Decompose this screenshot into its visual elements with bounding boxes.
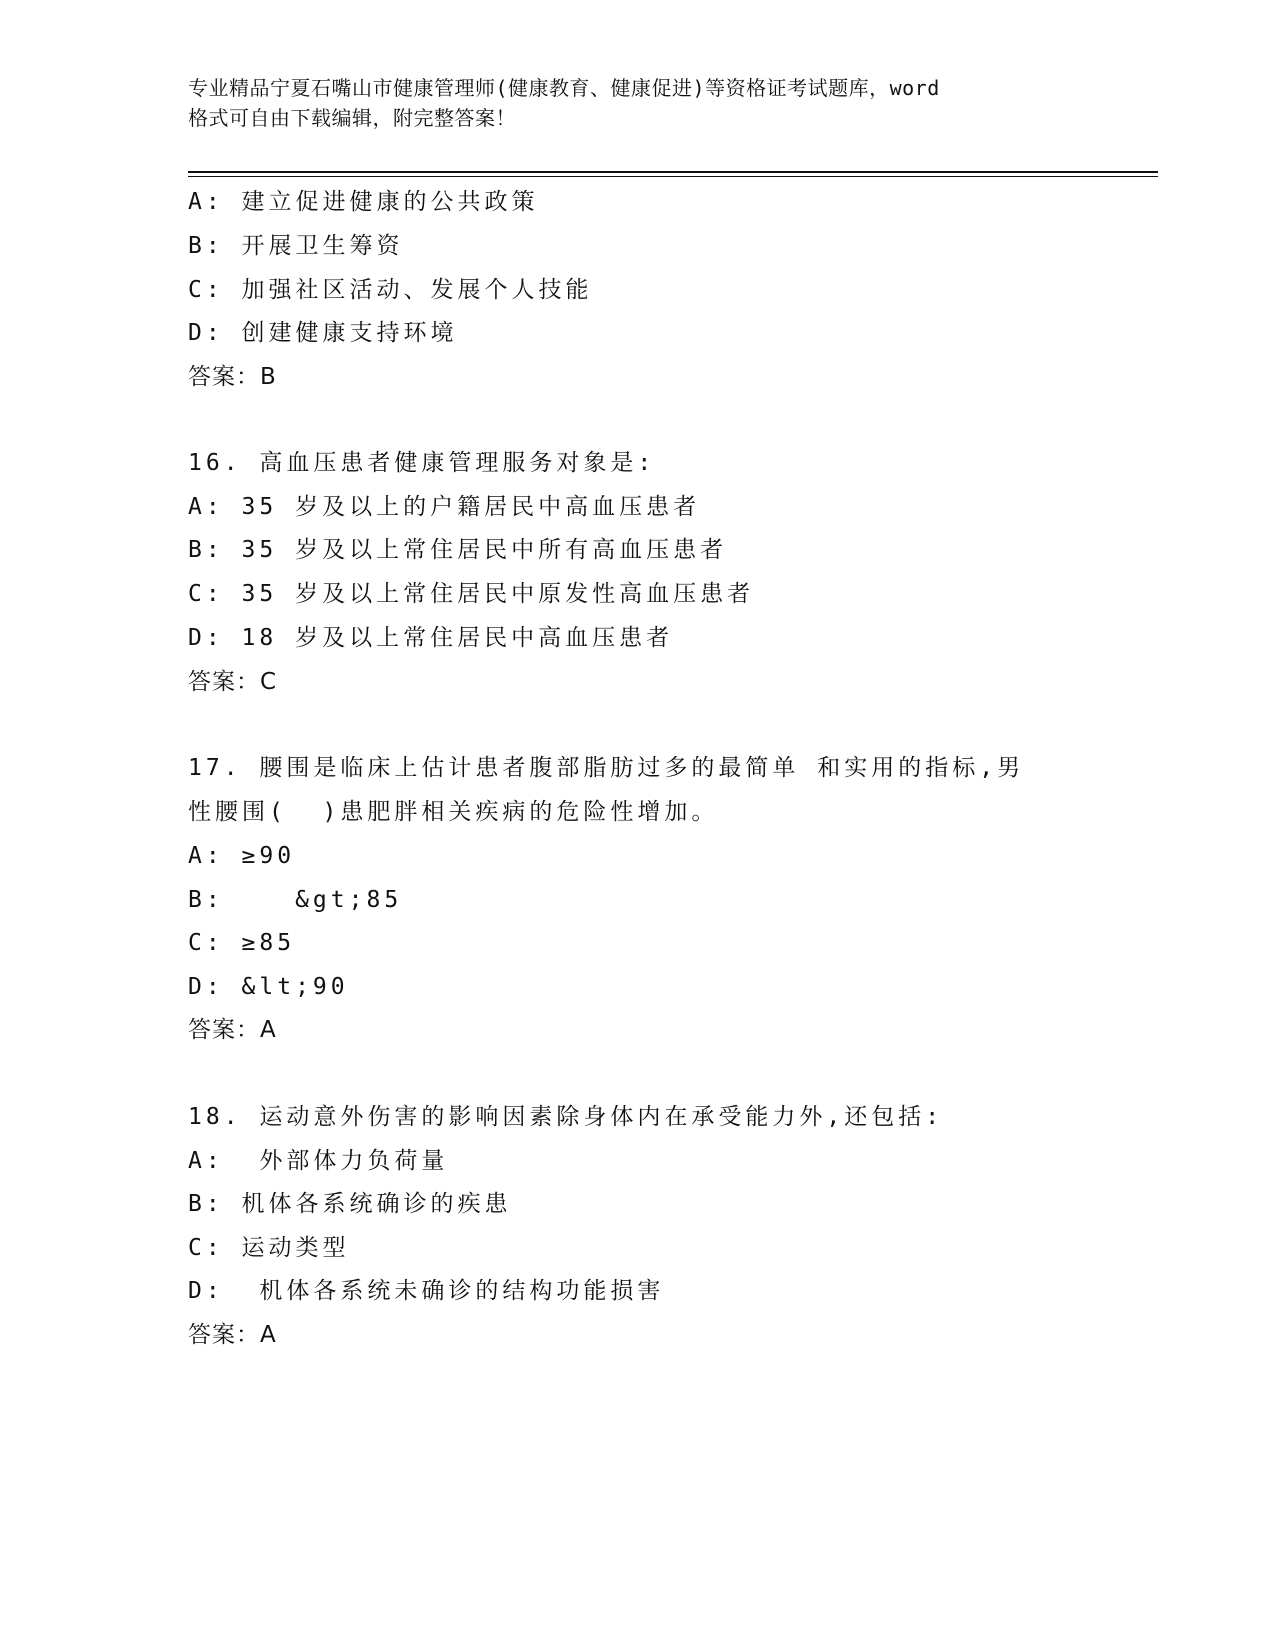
question-line: A: 外部体力负荷量 [188, 1148, 449, 1174]
question-line: C: 运动类型 [188, 1235, 350, 1261]
question-line: D: 创建健康支持环境 [188, 320, 458, 346]
question-line: A: 35 岁及以上的户籍居民中高血压患者 [188, 494, 701, 520]
question-line: A: 建立促进健康的公共政策 [188, 189, 539, 215]
question-line: D: 18 岁及以上常住居民中高血压患者 [188, 625, 674, 651]
document-header-line-1: 专业精品宁夏石嘴山市健康管理师(健康教育、健康促进)等资格证考试题库，word [188, 76, 940, 100]
question-line: D: &lt;90 [188, 974, 349, 1000]
question-line: 性腰围( )患肥胖相关疾病的危险性增加。 [188, 799, 719, 825]
answer-line: 答案：A [188, 1017, 277, 1043]
question-line: B: &gt;85 [188, 887, 403, 913]
answer-line: 答案：A [188, 1322, 277, 1348]
document-header-line-2: 格式可自由下载编辑，附完整答案！ [188, 106, 516, 130]
question-line: C: 加强社区活动、发展个人技能 [188, 277, 593, 303]
answer-line: 答案：B [188, 364, 277, 390]
question-line: C: 35 岁及以上常住居民中原发性高血压患者 [188, 581, 755, 607]
header-divider-top [188, 171, 1158, 173]
question-line: B: 35 岁及以上常住居民中所有高血压患者 [188, 537, 728, 563]
question-stem: 16. 高血压患者健康管理服务对象是: [188, 450, 656, 476]
question-line: B: 机体各系统确诊的疾患 [188, 1191, 512, 1217]
question-line: B: 开展卫生筹资 [188, 233, 404, 259]
question-stem: 17. 腰围是临床上估计患者腹部脂肪过多的最简单 和实用的指标,男 [188, 755, 1025, 781]
question-stem: 18. 运动意外伤害的影响因素除身体内在承受能力外,还包括: [188, 1104, 944, 1130]
question-line: A: ≥90 [188, 843, 296, 869]
question-line: D: 机体各系统未确诊的结构功能损害 [188, 1278, 665, 1304]
header-divider-bottom [188, 176, 1158, 177]
answer-line: 答案：C [188, 669, 278, 695]
question-line: C: ≥85 [188, 930, 296, 956]
